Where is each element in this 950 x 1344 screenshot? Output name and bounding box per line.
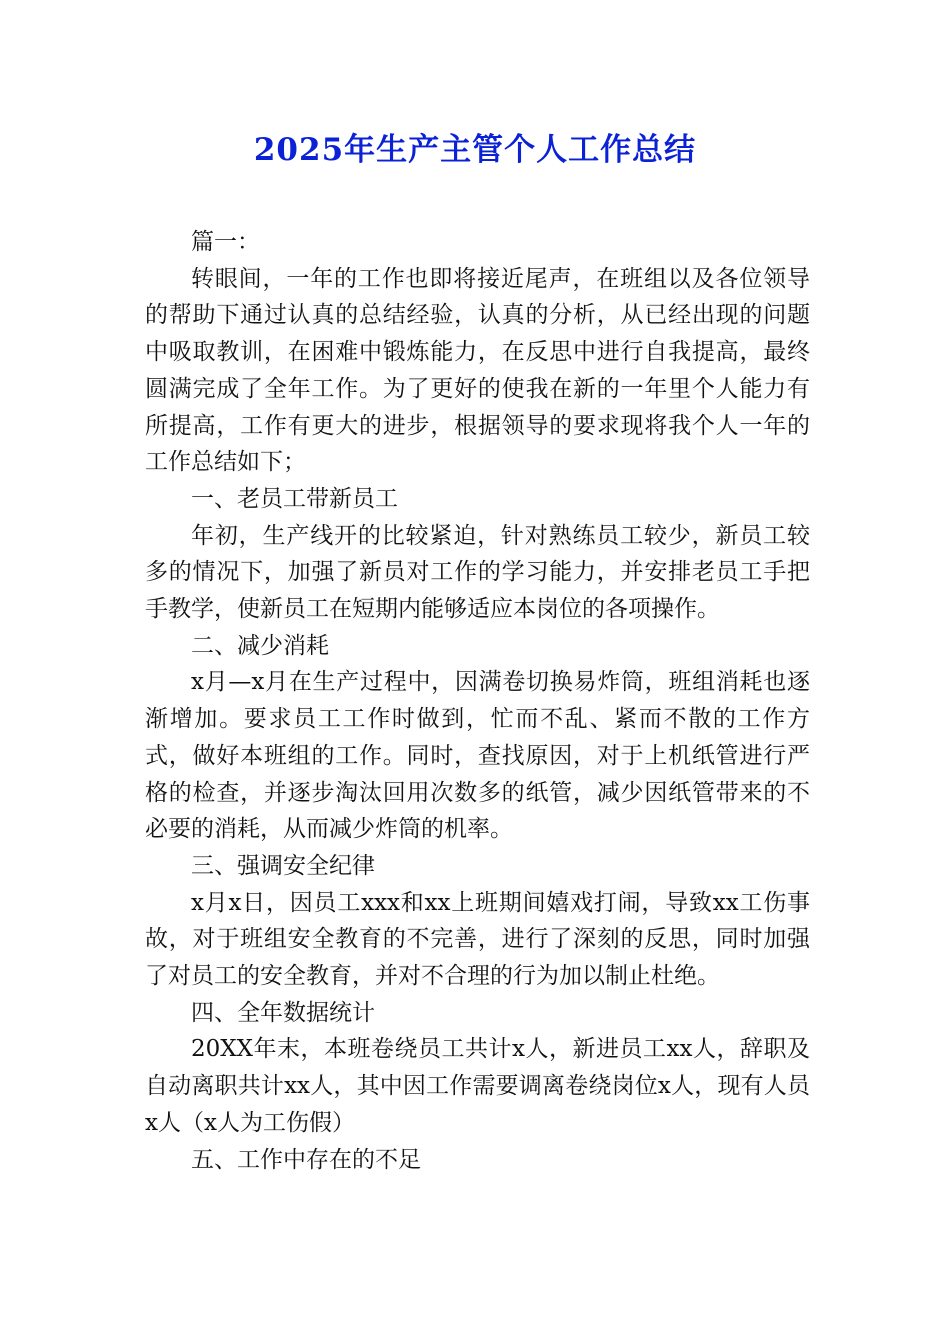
section-paragraph-2: x月—x月在生产过程中，因满卷切换易炸筒，班组消耗也逐渐增加。要求员工工作时做到，忙而不乱、紧而不散的工作方式，做好本班组的工作。同时，查找原因，对于上机纸管进行严格的检查，并逐步淘汰回用次数多的纸管，减少因纸管带来的不必要的消耗，从而减少炸筒的机率。 xyxy=(145,669,810,843)
section-heading-4: 四、全年数据统计 xyxy=(191,999,375,1026)
document-title: 2025年生产主管个人工作总结 xyxy=(253,132,697,168)
section-paragraph-3: x月x日，因员工xxx和xx上班期间嬉戏打闹，导致xx工伤事故，对于班组安全教育的不完善，进行了深刻的反思，同时加强了对员工的安全教育，并对不合理的行为加以制止杜绝。 xyxy=(145,889,810,990)
section-label: 篇一： xyxy=(191,229,260,255)
section-heading-1: 一、老员工带新员工 xyxy=(191,485,398,512)
section-paragraph-1: 年初，生产线开的比较紧迫，针对熟练员工较少，新员工较多的情况下，加强了新员对工作的学习能力，并安排老员工手把手教学，使新员工在短期内能够适应本岗位的各项操作。 xyxy=(145,522,810,623)
section-heading-2: 二、减少消耗 xyxy=(191,632,329,659)
section-heading-3: 三、强调安全纪律 xyxy=(191,852,375,879)
section-paragraph-4: 20XX年末，本班卷绕员工共计x人，新进员工xx人，辞职及自动离职共计xx人，其中因工作需要调离卷绕岗位x人，现有人员x人（x人为工伤假） xyxy=(145,1036,810,1136)
document-body xyxy=(145,224,810,1178)
intro-paragraph: 转眼间，一年的工作也即将接近尾声，在班组以及各位领导的帮助下通过认真的总结经验，认真的分析，从已经出现的问题中吸取教训，在困难中锻炼能力，在反思中进行自我提高，最终圆满完成了全年工作。为了更好的使我在新的一年里个人能力有所提高，工作有更大的进步，根据领导的要求现将我个人一年的工作总结如下； xyxy=(145,265,810,476)
section-heading-5: 五、工作中存在的不足 xyxy=(191,1146,421,1173)
